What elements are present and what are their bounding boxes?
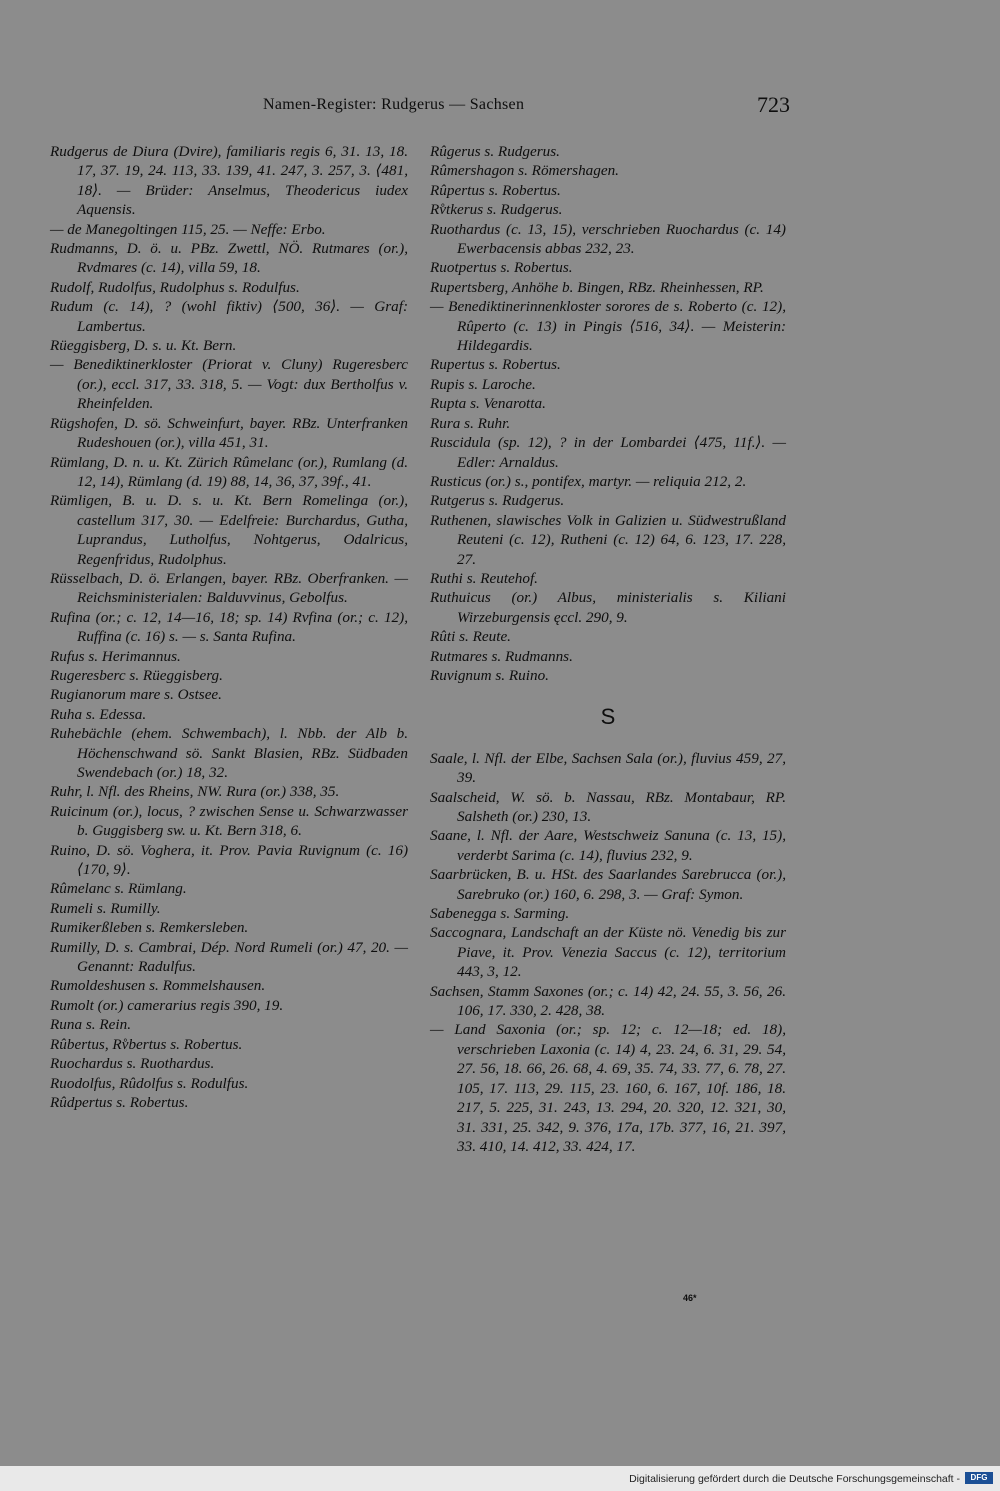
index-entry: Rusticus (or.) s., pontifex, martyr. — reliquia 212, 2. xyxy=(430,472,747,490)
index-entry: Rügshofen, D. sö. Schweinfurt, bayer. RBz. Unterfranken Rudeshouen (or.), villa 451, 31. xyxy=(50,414,408,452)
index-entry: Rupertsberg, Anhöhe b. Bingen, RBz. Rheinhessen, RP. xyxy=(430,278,764,296)
index-entry: Rura s. Ruhr. xyxy=(430,414,511,432)
footer-bar xyxy=(0,1466,1000,1491)
index-entry: Rutmares s. Rudmanns. xyxy=(430,647,573,665)
index-entry: Rümlang, D. n. u. Kt. Zürich Rûmelanc (or.), Rumlang (d. 12, 14), Rümlang (d. 19) 88, 14, 36, 37, 39f., 41. xyxy=(50,453,408,490)
index-entry: Rûdpertus s. Robertus. xyxy=(50,1093,189,1111)
index-entry: — Benediktinerkloster (Priorat v. Cluny) Rugeresberc (or.), eccl. 317, 33. 318, 5. — Vogt: dux Bertholfus v. Rheinfelden. xyxy=(50,356,408,413)
index-entry: Ruscidula (sp. 12), ? in der Lombardei ⟨475, 11f.⟩. — Edler: Arnaldus. xyxy=(430,434,786,471)
section-letter: S xyxy=(600,704,616,730)
index-entry: Rupis s. Laroche. xyxy=(430,375,536,393)
index-entry: Ruochardus s. Ruothardus. xyxy=(50,1055,215,1073)
index-entry: Saalscheid, W. sö. b. Nassau, RBz. Montabaur, RP. Salsheth (or.) 230, 13. xyxy=(430,788,786,825)
right-column xyxy=(430,142,786,1156)
index-entry: Rumoldeshusen s. Rommelshausen. xyxy=(50,977,266,995)
index-entry: Ruthi s. Reutehof. xyxy=(430,569,538,587)
index-entry: Rûti s. Reute. xyxy=(430,628,511,646)
index-entry: Rugeresberc s. Rüeggisberg. xyxy=(50,666,223,684)
index-entry: Rüeggisberg, D. s. u. Kt. Bern. xyxy=(50,337,237,355)
index-entry: Rûgerus s. Rudgerus. xyxy=(430,143,560,160)
index-entry: Rudmanns, D. ö. u. PBz. Zwettl, NÖ. Rutmares (or.), Rvdmares (c. 14), villa 59, 18. xyxy=(50,240,408,277)
index-entry: Ruothardus (c. 13, 15), verschrieben Ruochardus (c. 14) Ewerbacensis abbas 232, 23. xyxy=(430,220,786,258)
index-entry: Rufus s. Herimannus. xyxy=(50,647,181,665)
index-entry: Saale, l. Nfl. der Elbe, Sachsen Sala (or.), fluvius 459, 27, 39. xyxy=(430,749,786,787)
index-entry: Sabenegga s. Sarming. xyxy=(430,905,570,923)
index-entry: Rugianorum mare s. Ostsee. xyxy=(50,686,222,704)
index-entry: Runa s. Rein. xyxy=(50,1016,131,1034)
index-entry: Saccognara, Landschaft an der Küste nö. Venedig bis zur Piave, it. Prov. Venezia Saccus (c. 12), territorium 443, 3, 12. xyxy=(430,924,786,981)
footer-credit: Digitalisierung gefördert durch die Deutsche Forschungsgemeinschaft - xyxy=(629,1473,960,1485)
index-entry: Saarbrücken, B. u. HSt. des Saarlandes Sarebrucca (or.), Sarebruko (or.) 160, 6. 298, 3. — Graf: Symon. xyxy=(430,866,786,903)
left-column xyxy=(50,142,408,1112)
index-entry: Rumolt (or.) camerarius regis 390, 19. xyxy=(50,996,284,1014)
index-entry: Ruthenen, slawisches Volk in Galizien u. Südwestrußland Reuteni (c. 12), Rutheni (c. 12) 64, 6. 123, 17. 228, 27. xyxy=(430,511,786,568)
index-entry: Rutgerus s. Rudgerus. xyxy=(430,492,565,510)
index-entry: Rudgerus de Diura (Dvire), familiaris regis 6, 31. 13, 18. 17, 37. 19, 24. 113, 33. 139, 41. 247, 3. 257, 3. ⟨481, 18⟩. — Brüder: Anselmus, Theodericus iudex Aquensis. xyxy=(50,143,408,219)
page-header xyxy=(50,92,790,122)
index-entry: Rumeli s. Rumilly. xyxy=(50,899,161,917)
index-entry: Rudum (c. 14), ? (wohl fiktiv) ⟨500, 36⟩. — Graf: Lambertus. xyxy=(50,298,408,335)
index-entry: Ruino, D. sö. Voghera, it. Prov. Pavia Ruvignum (c. 16) ⟨170, 9⟩. xyxy=(50,841,408,879)
index-entry: Rûmershagon s. Römershagen. xyxy=(430,162,619,180)
index-entry: Saane, l. Nfl. der Aare, Westschweiz Sanuna (c. 13, 15), verderbt Sarima (c. 14), fluvius 232, 9. xyxy=(430,827,786,864)
index-entry: Rüsselbach, D. ö. Erlangen, bayer. RBz. Oberfranken. — Reichsministerialen: Balduvvinus, Gebolfus. xyxy=(50,569,408,607)
index-entry: Rumilly, D. s. Cambrai, Dép. Nord Rumeli (or.) 47, 20. — Genannt: Radulfus. xyxy=(50,938,408,976)
index-entry: Rufina (or.; c. 12, 14—16, 18; sp. 14) Rvfina (or.; c. 12), Ruffina (c. 16) s. — s. Santa Rufina. xyxy=(50,608,408,646)
index-entry: — de Manegoltingen 115, 25. — Neffe: Erbo. xyxy=(50,220,326,238)
index-entry: Rûpertus s. Robertus. xyxy=(430,181,561,199)
index-entry: Ruhr, l. Nfl. des Rheins, NW. Rura (or.) 338, 35. xyxy=(50,783,340,801)
index-entry: Rupta s. Venarotta. xyxy=(430,395,546,413)
index-entry: Sachsen, Stamm Saxones (or.; c. 14) 42, 24. 55, 3. 56, 26. 106, 17. 330, 2. 428, 38. xyxy=(430,982,786,1020)
index-entry: Ruhebächle (ehem. Schwembach), l. Nbb. der Alb b. Höchenschwand sö. Sankt Blasien, RBz. Südbaden Swendebach (or.) 18, 32. xyxy=(50,725,408,781)
index-entry: Ruthuicus (or.) Albus, ministerialis s. Kiliani Wirzeburgensis ęccl. 290, 9. xyxy=(430,589,786,626)
index-entry: Rumikerßleben s. Remkersleben. xyxy=(50,919,249,937)
index-entry: Rûmelanc s. Rümlang. xyxy=(50,880,187,898)
dfg-logo: DFG xyxy=(965,1472,993,1484)
index-entry: Rudolf, Rudolfus, Rudolphus s. Rodulfus. xyxy=(50,278,300,296)
signature-mark: 46* xyxy=(683,1293,697,1303)
index-entry: Rûbertus, Rv̊bertus s. Robertus. xyxy=(50,1035,243,1053)
page-number: 723 xyxy=(757,92,790,117)
index-entry: — Benediktinerinnenkloster sorores de s. Roberto (c. 12), Rûperto (c. 13) in Pingis ⟨516, 34⟩. — Meisterin: Hildegardis. xyxy=(430,298,786,355)
index-entry: Ruodolfus, Rûdolfus s. Rodulfus. xyxy=(50,1074,249,1092)
index-entry: Rupertus s. Robertus. xyxy=(430,356,561,374)
index-entry: Ruvignum s. Ruino. xyxy=(430,666,549,684)
index-entry: Ruotpertus s. Robertus. xyxy=(430,259,573,277)
index-entry: Ruicinum (or.), locus, ? zwischen Sense u. Schwarzwasser b. Guggisberg sw. u. Kt. Bern 318, 6. xyxy=(50,802,408,840)
index-entry: — Land Saxonia (or.; sp. 12; c. 12—18; ed. 18), verschrieben Laxonia (c. 14) 4, 23. 24, 6. 31, 29. 54, 27. 56, 18. 66, 26. 68, 4. 69, 35. 74, 33. 77, 6. 78, 27. 105, 17. 113, 29. 115, 23. 160, 6. 167, 10f. 186, 18. 217, 5. 225, 31. 243, 13. 294, 20. 320, 12. 321, 30, 31. 331, 25. 342, 9. 376, 17a, 17b. 377, 16, 21. 397, 33. 410, 14. 412, 33. 424, 17. xyxy=(430,1021,786,1155)
running-title: Namen-Register: Rudgerus — Sachsen xyxy=(263,96,525,113)
index-entry: Rv̊tkerus s. Rudgerus. xyxy=(430,201,563,219)
index-entry: Rümligen, B. u. D. s. u. Kt. Bern Romelinga (or.), castellum 317, 30. — Edelfreie: Burchardus, Gutha, Luprandus, Lutholfus, Nohtgerus, Odalricus, Regenfridus, Rudolphus. xyxy=(50,492,408,568)
index-entry: Ruha s. Edessa. xyxy=(50,705,147,723)
